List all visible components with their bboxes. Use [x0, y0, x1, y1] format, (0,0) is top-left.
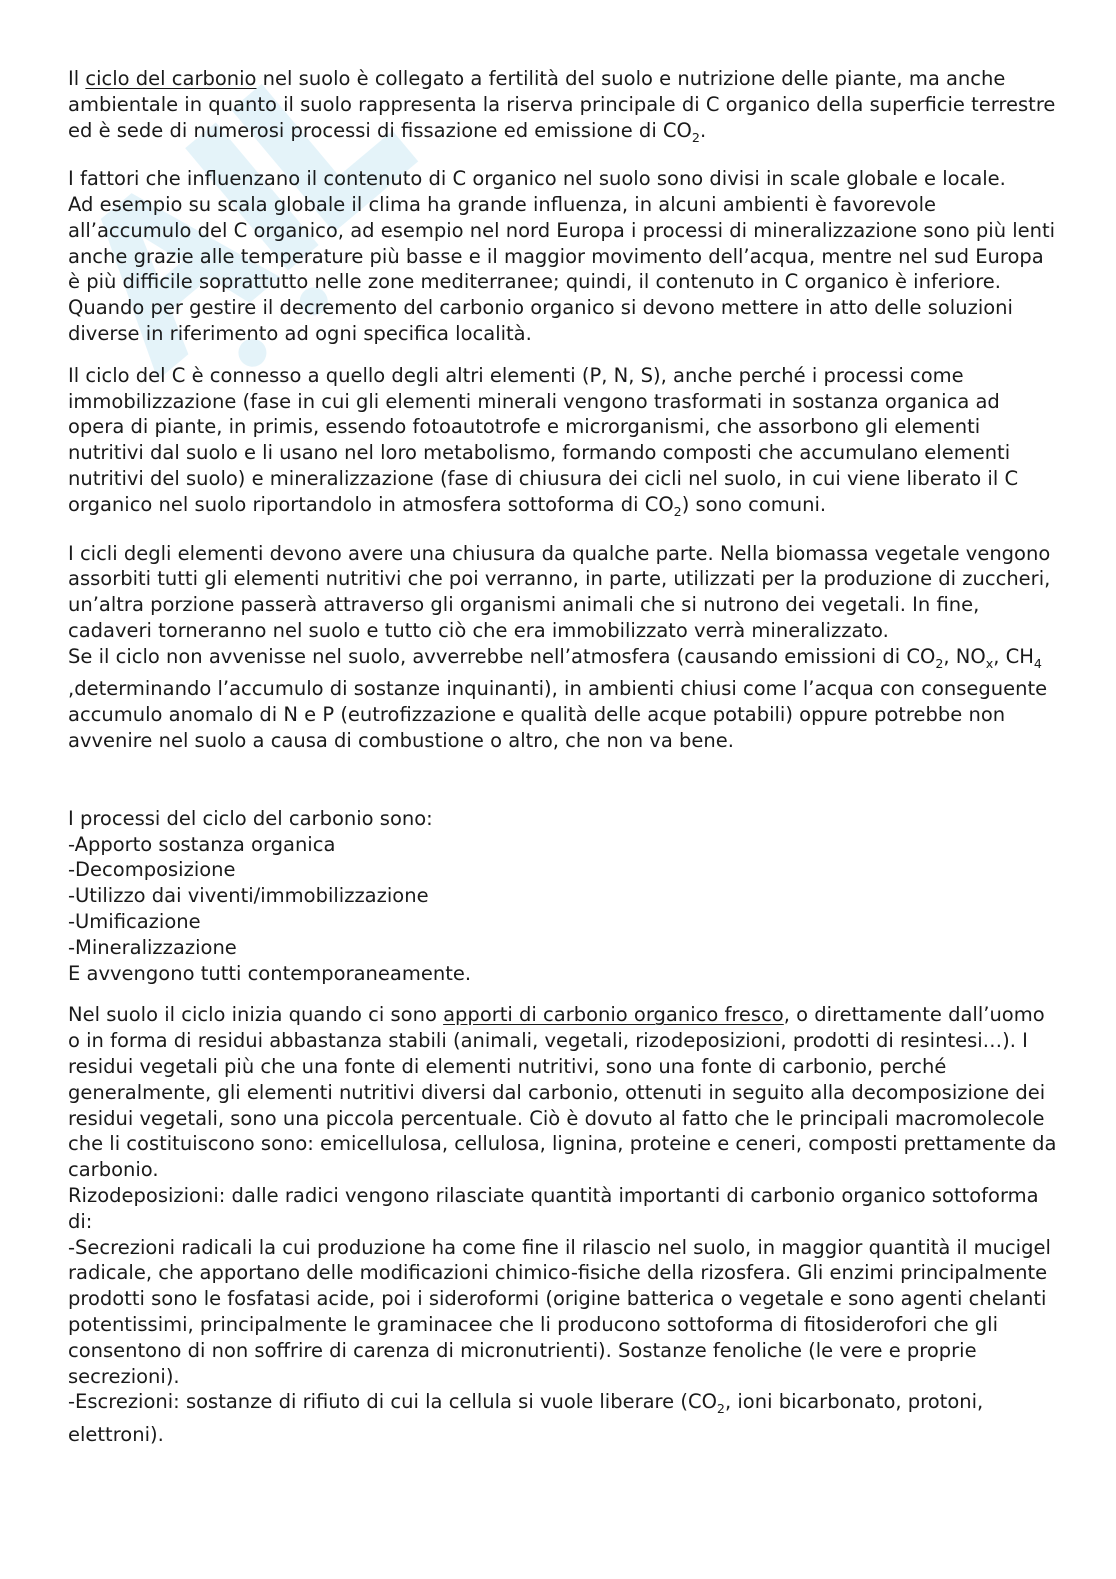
secrezioni-item: -Secrezioni radicali la cui produzione ha come fine il rilascio nel suolo, in maggior quantità il mucigel radicale, che apportano delle modificazioni chimico-fisiche della rizosfera. Gli enzimi principalmente prodotti sono le fosfatasi acide, poi i sideroformi (origine batterica o vegetale e sono agenti chelanti potentissimi, principalmente le graminacee che li producono sottoforma di fitosiderofori che gli consentono di non soffrire di carenza di micronutrienti). Sostanze fenoliche (le vere e proprie secrezioni). — [68, 1235, 1051, 1388]
document-page — [68, 66, 1058, 1448]
process-list-outro: E avvengono tutti contemporaneamente. — [68, 961, 472, 985]
process-list — [68, 806, 1058, 987]
escrezioni-item: -Escrezioni: sostanze di rifiuto di cui la cellula si vuole liberare ($CO_2$, ioni bicarbonato, protoni, elettroni). — [68, 1390, 984, 1447]
underlined-term-ciclo-del-carbonio: ciclo del carbonio — [85, 67, 257, 90]
process-list-intro: I processi del ciclo del carbonio sono: — [68, 806, 433, 830]
paragraph-cycle-connections: Il ciclo del C è connesso a quello degli altri elementi (P, N, S), anche perché i processi come immobilizzazione (fase in cui gli elementi minerali vengono trasformati in sostanza organica ad opera di piante, in primis, essendo fotoautotrofe e microrganismi, che assorbono gli elementi nutritivi dal suolo e li usano nel loro metabolismo, formando composti che accumulano elementi nutritivi del suolo) e mineralizzazione (fase di chiusura dei cicli nel suolo, in cui viene liberato il C organico nel suolo riportandolo in atmosfera sottoforma di $CO_2$) sono comuni. — [68, 363, 1019, 519]
paragraph-fresh-organic-carbon: Nel suolo il ciclo inizia quando ci sono apporti di carbonio organico fresco, o direttamente dall’uomo o in forma di residui abbastanza stabili (animali, vegetali, rizodeposizioni, prodotti di resintesi…). I residui vegetali più che una fonte di elementi nutritivi, sono una fonte di carbonio, perché generalmente, gli elementi nutritivi diversi dal carbonio, ottenuti in seguito alla decomposizione dei residui vegetali, sono una piccola percentuale. Ciò è dovuto al fatto che le principali macromolecole che li costituiscono sono: emicellulosa, cellulosa, lignina, proteine e ceneri, composti prettamente da carbonio. Rizodeposizioni: dalle radici vengono rilasciate quantità importanti di carbonio organico sottoforma di: -Secrezioni radicali la cui produzione ha come fine il rilascio nel suolo, in maggior quantità il mucigel radicale, che apportano delle modificazioni chimico-fisiche della rizosfera. Gli enzimi principalmente prodotti sono le fosfatasi acide, poi i sideroformi (origine batterica o vegetale e sono agenti chelanti potentissimi, principalmente le graminacee che li producono sottoforma di fitosiderofori che gli consentono di non soffrire di carenza di micronutrienti). Sostanze fenoliche (le vere e proprie secrezioni). -Escrezioni: sostanze di rifiuto di cui la cellula si vuole liberare ($CO_2$, ioni bicarbonato, protoni, elettroni). — [68, 1003, 1057, 1447]
list-item: -Mineralizzazione — [68, 935, 237, 959]
paragraph-organic-carbon-factors: I fattori che influenzano il contenuto di C organico nel suolo sono divisi in scale globale e locale. Ad esempio su scala globale il clima ha grande influenza, in alcuni ambienti è favorevole all’accumulo del C organico, ad esempio nel nord Europa i processi di mineralizzazione sono più lenti anche grazie alle temperature più basse e il maggior movimento dell’acqua, mentre nel sud Europa è più difficile soprattutto nelle zone mediterranee; quindi, il contenuto in C organico è inferiore. Quando per gestire il decremento del carbonio organico si devono mettere in atto delle soluzioni diverse in riferimento ad ogni specifica località. — [68, 167, 1056, 346]
list-item: -Decomposizione — [68, 858, 236, 882]
list-item: -Umificazione — [68, 909, 201, 933]
paragraph-carbon-cycle-intro: Il ciclo del carbonio nel suolo è collegato a fertilità del suolo e nutrizione delle piante, ma anche ambientale in quanto il suolo rappresenta la riserva principale di C organico della superficie terrestre ed è sede di numerosi processi di fissazione ed emissione di $CO_2$. — [68, 67, 1056, 145]
list-item: -Utilizzo dai viventi/immobilizzazione — [68, 884, 429, 908]
list-item: -Apporto sostanza organica — [68, 832, 336, 856]
underlined-term-apporti: apporti di carbonio organico fresco — [443, 1003, 784, 1027]
rizodeposizioni-line: Rizodeposizioni: dalle radici vengono rilasciate quantità importanti di carbonio organico sottoforma di: — [68, 1183, 1039, 1233]
paragraph-cycle-closure: I cicli degli elementi devono avere una chiusura da qualche parte. Nella biomassa vegetale vengono assorbiti tutti gli elementi nutritivi che poi verranno, in parte, utilizzati per la produzione di zuccheri, un’altra porzione passerà attraverso gli organismi animali che si nutrono dei vegetali. In fine, cadaveri torneranno nel suolo e tutto ciò che era immobilizzato verrà mineralizzato. Se il ciclo non avvenisse nel suolo, avverrebbe nell’atmosfera (causando emissioni di $CO_2$, $NO_x$, $CH_4$ ,determinando l’accumulo di sostanze inquinanti), in ambienti chiusi come l’acqua con conseguente accumulo anomalo di N e P (eutrofizzazione e qualità delle acque potabili) oppure potrebbe non avvenire nel suolo a causa di combustione o altro, che non va bene. — [68, 541, 1051, 752]
blank-gap — [68, 754, 1058, 806]
